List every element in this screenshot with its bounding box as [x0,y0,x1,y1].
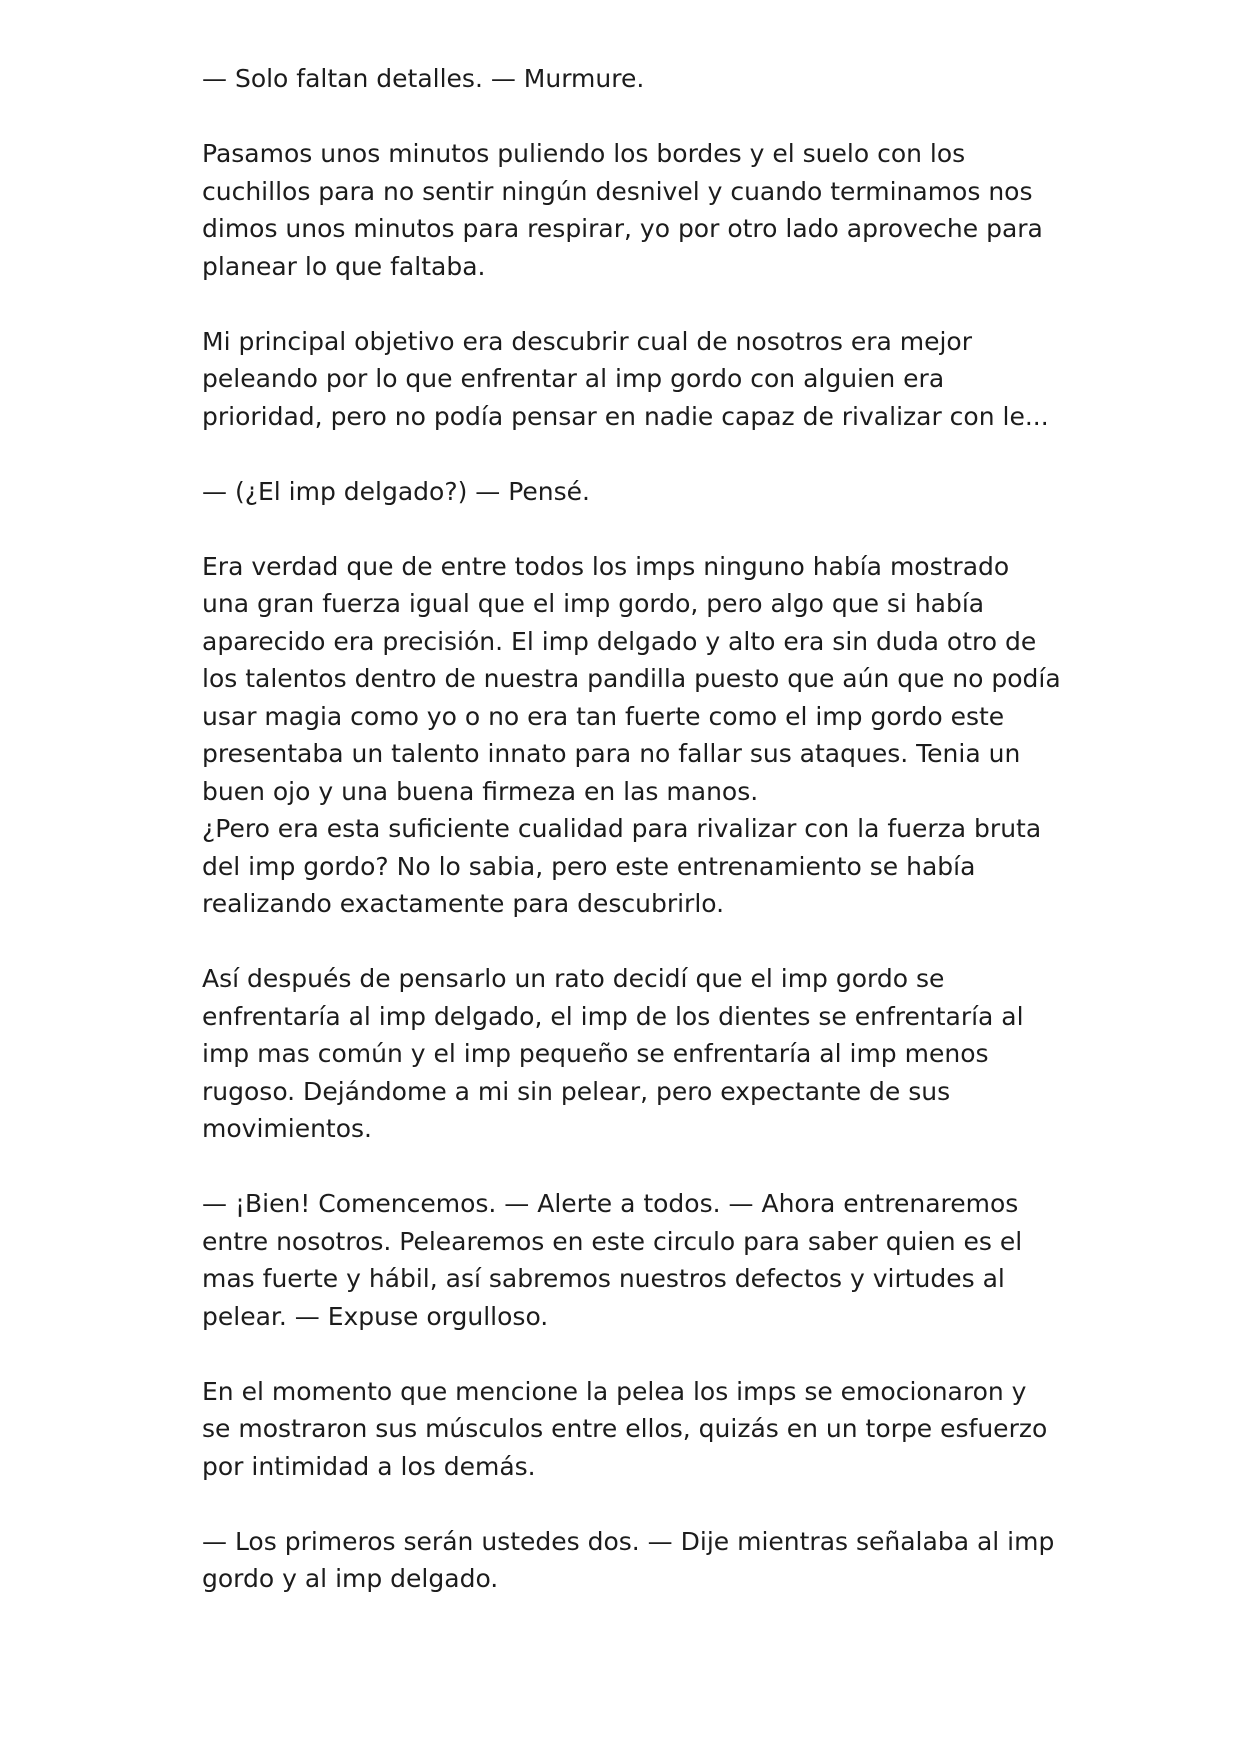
paragraph-gap [202,285,1062,323]
paragraph: — Los primeros serán ustedes dos. — Dije mientras señalaba al imp gordo y al imp delgado. [202,1526,1055,1593]
paragraph: Pasamos unos minutos puliendo los bordes y el suelo con los cuchillos para no sentir ningún desnivel y cuando terminamos nos dimos unos minutos para respirar, yo por otro lado aproveche para planear lo que faltaba. [202,139,1043,281]
paragraph-gap [202,1148,1062,1186]
paragraph-gap [202,1335,1062,1373]
paragraph: Mi principal objetivo era descubrir cual de nosotros era mejor peleando por lo que enfrentar al imp gordo con alguien era prioridad, pero no podía pensar en nadie capaz de rivalizar con le... [202,326,1049,431]
paragraph: Así después de pensarlo un rato decidí que el imp gordo se enfrentaría al imp delgado, el imp de los dientes se enfrentaría al imp mas común y el imp pequeño se enfrentaría al imp menos rugoso. Dejándome a mi sin pelear, pero expectante de sus movimientos. [202,964,1024,1143]
paragraph: — Solo faltan detalles. — Murmure. [202,64,645,93]
paragraph-gap [202,923,1062,961]
paragraph-gap [202,510,1062,548]
paragraph: — ¡Bien! Comencemos. — Alerte a todos. — Ahora entrenaremos entre nosotros. Pelearemos en este circulo para saber quien es el mas fuerte y hábil, así sabremos nuestros defectos y virtudes al pelear. — Expuse orgulloso. [202,1189,1023,1331]
paragraph-gap [202,435,1062,473]
document-page [202,60,1062,1598]
paragraph-gap [202,98,1062,136]
paragraph-gap [202,1485,1062,1523]
paragraph: Era verdad que de entre todos los imps ninguno había mostrado una gran fuerza igual que el imp gordo, pero algo que si había aparecido era precisión. El imp delgado y alto era sin duda otro de los talentos dentro de nuestra pandilla puesto que aún que no podía usar magia como yo o no era tan fuerte como el imp gordo este presentaba un talento innato para no fallar sus ataques. Tenia un buen ojo y una buena firmeza en las manos. ¿Pero era esta suficiente cualidad para rivalizar con la fuerza bruta del imp gordo? No lo sabia, pero este entrenamiento se había realizando exactamente para descubrirlo. [202,551,1061,918]
paragraph: — (¿El imp delgado?) — Pensé. [202,476,591,506]
paragraph: En el momento que mencione la pelea los imps se emocionaron y se mostraron sus músculos entre ellos, quizás en un torpe esfuerzo por intimidad a los demás. [202,1376,1048,1481]
